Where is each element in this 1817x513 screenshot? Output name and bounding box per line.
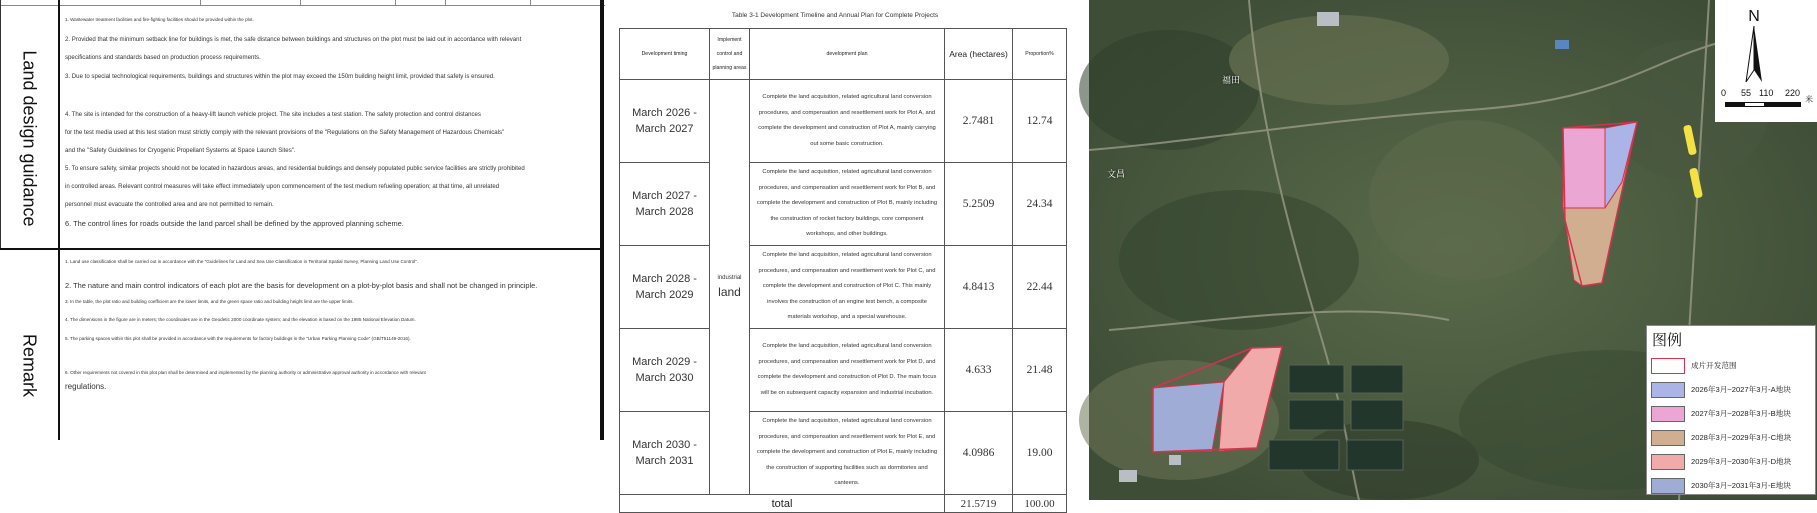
ponds (1269, 365, 1403, 470)
legend-item-plot-e (1651, 476, 1813, 494)
legend-swatch (1651, 406, 1685, 422)
legend-swatch (1651, 430, 1685, 446)
legend-label: 2027年3月~2028年3月-B地块 (1691, 409, 1791, 418)
header-area: Area (hectares) (945, 29, 1013, 80)
cell-plan: Complete the land acquisition, related agricultural land conversion procedures, and compensation and resettlement work for Plot E, and complete the development and construction of Plot E, mainly including the construction of supporting facilities such as dormitories and canteens. (750, 412, 945, 495)
cell-area: 4.633 (945, 329, 1013, 412)
table-top-border (0, 0, 605, 6)
table-right-border (600, 0, 604, 440)
table-row (620, 329, 1067, 412)
cell-timing: March 2026 - March 2027 (620, 80, 710, 163)
table-row (620, 246, 1067, 329)
land-design-guidance-label: Land design guidance (19, 50, 40, 227)
legend-item-plot-b (1651, 404, 1813, 422)
cell-area: 2.7481 (945, 80, 1013, 163)
cell-proportion: 21.48 (1013, 329, 1067, 412)
cell-proportion: 22.44 (1013, 246, 1067, 329)
cell-total-label: total (620, 495, 945, 513)
map-legend (1646, 325, 1816, 495)
legend-swatch (1651, 382, 1685, 398)
remark-clause: 3. In the table, the plot ratio and building coefficient are the lower limits, and the green space ratio and building height limit are the upper limits. (65, 299, 354, 304)
section-divider (0, 248, 604, 250)
legend-item-boundary (1651, 356, 1813, 374)
legend-swatch (1651, 478, 1685, 494)
remark-clause: 1. Land use classification shall be carried out in accordance with the "Guidelines for Land and Sea Use Classification in Territorial Spatial Survey, Planning Land Use Control". (65, 259, 419, 264)
guidance-clause-list (65, 17, 595, 237)
guidance-clause: 4. The site is intended for the construction of a heavy-lift launch vehicle project. The site includes a test station. The safety protection and control distances (65, 111, 481, 118)
remark-label: Remark (19, 333, 40, 398)
implement-text-small: industrial (717, 275, 742, 281)
scale-label-110: 110 (1759, 88, 1774, 98)
timeline-table (619, 28, 1067, 513)
cell-total-proportion: 100.00 (1013, 495, 1067, 513)
plot-b (1563, 128, 1605, 208)
table-row (620, 163, 1067, 246)
legend-label: 2029年3月~2030年3月-D地块 (1691, 457, 1792, 466)
header-plan: development plan (750, 29, 945, 80)
cell-total-area: 21.5719 (945, 495, 1013, 513)
cell-area: 5.2509 (945, 163, 1013, 246)
scale-label-220: 220 (1785, 88, 1801, 98)
cell-plan: Complete the land acquisition, related agricultural land conversion procedures, and compensation and resettlement work for Plot A, and complete the development and construction of Plot A, mainly carrying out some basic construction. (750, 80, 945, 163)
remark-clause: regulations. (65, 382, 107, 391)
scale-label-0: 0 (1721, 88, 1727, 98)
cell-proportion: 19.00 (1013, 412, 1067, 495)
place-label-wenchang: 文昌 (1107, 169, 1126, 179)
legend-label: 2030年3月~2031年3月-E地块 (1691, 481, 1791, 490)
table-total-row (620, 495, 1067, 513)
north-arrow-icon (1744, 26, 1764, 82)
north-arrow-scale-box (1715, 0, 1817, 122)
guidance-clause: in controlled areas. Relevant control measures will take effect immediately upon commencement of the test medium refueling operation; at that time, all unrelated (65, 183, 500, 190)
guidance-clause: specifications and standards based on production process requirements. (65, 54, 261, 61)
guidance-clause: 3. Due to special technological requirements, buildings and structures within the plot may exceed the 150m building height limit, provided that safety is ensured. (65, 73, 495, 80)
legend-swatch (1651, 358, 1685, 374)
cell-area: 4.8413 (945, 246, 1013, 329)
remark-clause: 2. The nature and main control indicators of each plot are the basis for development on a plot-by-plot basis and shall not be changed in principle. (65, 281, 538, 290)
remark-clause: 6. Other requirements not covered in this plot plan shall be determined and implemented by the planning authority or administrative approval authority in accordance with relevant (65, 370, 426, 375)
legend-swatch (1651, 454, 1685, 470)
scale-bar (1725, 102, 1801, 107)
scale-unit: 米 (1805, 95, 1813, 104)
guidance-clause: 2. Provided that the minimum setback line for buildings is met, the safe distance between buildings and structures on the plot must be laid out in accordance with relevant (65, 36, 522, 43)
cell-timing: March 2028 - March 2029 (620, 246, 710, 329)
satellite-map-panel (1089, 0, 1817, 500)
remark-clause: 5. The parking spaces within this plot shall be provided in accordance with the requirements for factory buildings in the "Urban Parking Planning Code" (GB/T51149-2016). (65, 336, 411, 341)
legend-item-plot-c (1651, 428, 1813, 446)
timeline-table-panel (605, 0, 1085, 510)
place-label-futian: 福田 (1222, 75, 1241, 85)
cell-plan: Complete the land acquisition, related agricultural land conversion procedures, and compensation and resettlement work for Plot C, and complete the development and construction of Plot C. This mainly involves the construction of an engine test bench, a composite materials workshop, and a special warehouse. (750, 246, 945, 329)
legend-label: 成片开发范围 (1691, 361, 1737, 370)
land-guidance-panel (0, 0, 605, 500)
remark-clause-list (65, 259, 595, 396)
scale-label-55: 55 (1741, 88, 1752, 98)
cell-plan: Complete the land acquisition, related agricultural land conversion procedures, and compensation and resettlement work for Plot B, and complete the development and construction of Plot B, mainly including the construction of rocket factory buildings, core component workshops, and other buildings. (750, 163, 945, 246)
implement-text-big: land (718, 285, 741, 299)
guidance-clause: 1. Wastewater treatment facilities and fire-fighting facilities should be provided within the plot. (65, 17, 254, 22)
legend-item-plot-d (1651, 452, 1813, 470)
north-label: N (1748, 8, 1760, 25)
legend-label: 2026年3月~2027年3月-A地块 (1691, 385, 1791, 394)
cell-timing: March 2027 - March 2028 (620, 163, 710, 246)
table-left-border (0, 0, 1, 250)
table-header-row (620, 29, 1067, 80)
cell-area: 4.0986 (945, 412, 1013, 495)
table-column-divider (58, 0, 60, 440)
table-caption: Table 3-1 Development Timeline and Annual Plan for Complete Projects (731, 12, 939, 19)
cell-proportion: 24.34 (1013, 163, 1067, 246)
guidance-clause: and the "Safety Guidelines for Cryogenic Propellant Systems at Space Launch Sites". (65, 147, 296, 154)
header-implement: Implement control and planning areas (710, 29, 750, 80)
legend-label: 2028年3月~2029年3月-C地块 (1691, 433, 1792, 442)
header-proportion: Proportion% (1013, 29, 1067, 80)
legend-item-plot-a (1651, 380, 1813, 398)
cell-timing: March 2029 - March 2030 (620, 329, 710, 412)
cell-plan: Complete the land acquisition, related agricultural land conversion procedures, and compensation and resettlement work for Plot D, and complete the development and construction of Plot D. The main focus will be on subsequent capacity expansion and industrial incubation. (750, 329, 945, 412)
cell-proportion: 12.74 (1013, 80, 1067, 163)
guidance-clause: personnel must evacuate the controlled area and are not permitted to remain. (65, 201, 274, 208)
legend-title: 图例 (1652, 332, 1683, 349)
guidance-clause: 5. To ensure safety, similar projects should not be located in hazardous areas, and residential buildings and densely populated public service facilities are strictly prohibited (65, 165, 525, 172)
cell-implement (710, 80, 750, 495)
guidance-clause: for the test media used at this test station must strictly comply with the relevant provisions of the "Regulations on the Safety Management of Hazardous Chemicals" (65, 129, 505, 136)
table-row (620, 80, 1067, 163)
table-row (620, 412, 1067, 495)
plot-e (1153, 382, 1224, 452)
header-timing: Development timing (620, 29, 710, 80)
remark-clause: 4. The dimensions in the figure are in meters; the coordinates are in the Geodetic 2000 coordinate system; and the elevation is based on the 1985 National Elevation Datum. (65, 317, 416, 322)
cell-timing: March 2030 - March 2031 (620, 412, 710, 495)
guidance-clause: 6. The control lines for roads outside the land parcel shall be defined by the approved planning scheme. (65, 219, 404, 228)
